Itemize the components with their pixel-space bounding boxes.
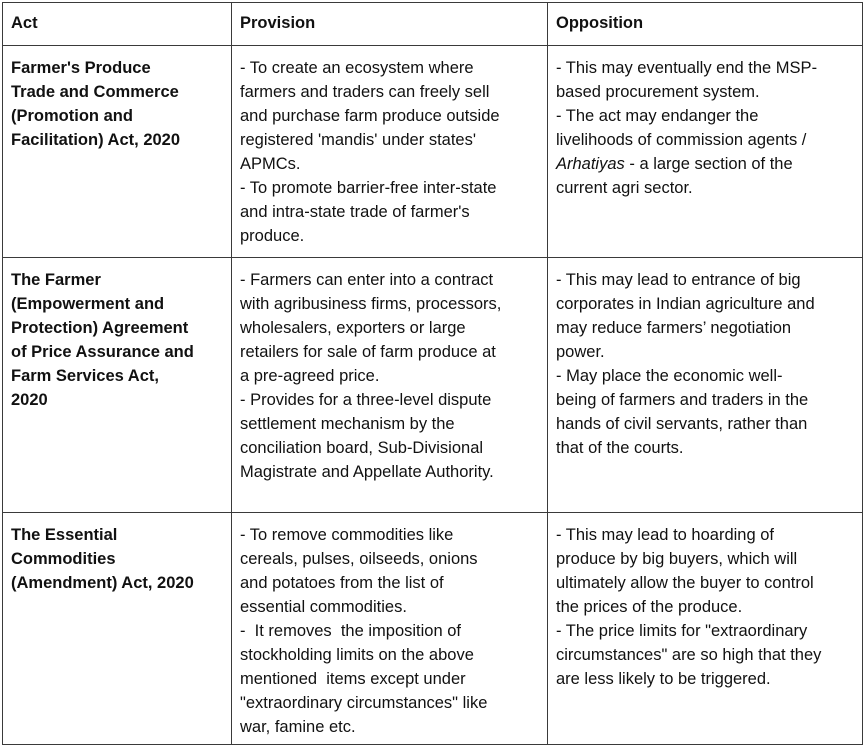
opposition-line: may reduce farmers’ negotiation <box>556 319 792 337</box>
opposition-line: are less likely to be triggered. <box>556 670 771 688</box>
table-row <box>3 46 863 258</box>
provision-line: - To remove commodities like <box>240 526 454 544</box>
provision-line: - To promote barrier-free inter-state <box>240 179 497 197</box>
opposition-line: - This may lead to hoarding of <box>556 526 774 544</box>
act-name-line: of Price Assurance and <box>11 343 194 361</box>
opposition-line: corporates in Indian agriculture and <box>556 295 815 313</box>
opposition-line: based procurement system. <box>556 83 760 101</box>
provision-line: produce. <box>240 227 305 245</box>
opposition-cell <box>548 46 863 258</box>
provision-line: "extraordinary circumstances" like <box>240 694 488 712</box>
header-row <box>3 3 863 46</box>
provision-line: and intra-state trade of farmer's <box>240 203 470 221</box>
provision-line: - It removes the imposition of <box>240 622 462 640</box>
table-row <box>3 258 863 513</box>
provision-line: retailers for sale of farm produce at <box>240 343 496 361</box>
opposition-line: - May place the economic well- <box>556 367 783 385</box>
provision-line: settlement mechanism by the <box>240 415 455 433</box>
header-provision: Provision <box>232 3 548 46</box>
act-name-line: (Promotion and <box>11 107 133 125</box>
opposition-line: - The price limits for "extraordinary <box>556 622 808 640</box>
opposition-cell <box>548 258 863 513</box>
opposition-line: ultimately allow the buyer to control <box>556 574 814 592</box>
opposition-line: that of the courts. <box>556 439 684 457</box>
provision-line: - Provides for a three-level dispute <box>240 391 492 409</box>
farm-acts-table <box>2 2 863 745</box>
provision-line: - Farmers can enter into a contract <box>240 271 494 289</box>
opposition-line: - The act may endanger the <box>556 107 759 125</box>
provision-line: conciliation board, Sub-Divisional <box>240 439 484 457</box>
opposition-line: - This may lead to entrance of big <box>556 271 801 289</box>
act-name-line: Facilitation) Act, 2020 <box>11 131 181 149</box>
provision-line: and potatoes from the list of <box>240 574 444 592</box>
provision-cell <box>232 46 548 258</box>
opposition-line: produce by big buyers, which will <box>556 550 798 568</box>
act-name-line: Farmer's Produce <box>11 59 151 77</box>
act-name-line: (Empowerment and <box>11 295 165 313</box>
opposition-line: being of farmers and traders in the <box>556 391 809 409</box>
act-name-line: (Amendment) Act, 2020 <box>11 574 194 592</box>
opposition-line-rest: - a large section of the <box>624 155 793 173</box>
opposition-line: the prices of the produce. <box>556 598 743 616</box>
act-name-line: Trade and Commerce <box>11 83 179 101</box>
provision-cell <box>232 513 548 745</box>
provision-line: mentioned items except under <box>240 670 466 688</box>
provision-line: war, famine etc. <box>240 718 356 736</box>
act-name-line: The Farmer <box>11 271 101 289</box>
act-name-cell <box>3 46 232 258</box>
header-opposition: Opposition <box>548 3 863 46</box>
provision-line: registered 'mandis' under states' <box>240 131 476 149</box>
provision-line: stockholding limits on the above <box>240 646 474 664</box>
provision-line: wholesalers, exporters or large <box>240 319 466 337</box>
opposition-line: livelihoods of commission agents / <box>556 131 807 149</box>
act-name-line: The Essential <box>11 526 118 544</box>
opposition-cell <box>548 513 863 745</box>
opposition-line: current agri sector. <box>556 179 693 197</box>
opposition-line: - This may eventually end the MSP- <box>556 59 818 77</box>
provision-line: a pre-agreed price. <box>240 367 380 385</box>
provision-line: - To create an ecosystem where <box>240 59 474 77</box>
provision-line: Magistrate and Appellate Authority. <box>240 463 494 481</box>
provision-line: essential commodities. <box>240 598 407 616</box>
header-act: Act <box>3 3 232 46</box>
act-name-cell <box>3 513 232 745</box>
provision-line: and purchase farm produce outside <box>240 107 500 125</box>
act-name-line: Farm Services Act, <box>11 367 159 385</box>
act-name-line: 2020 <box>11 391 48 409</box>
provision-line: farmers and traders can freely sell <box>240 83 490 101</box>
opposition-line: hands of civil servants, rather than <box>556 415 808 433</box>
provision-line: cereals, pulses, oilseeds, onions <box>240 550 478 568</box>
opposition-line <box>556 152 854 176</box>
provision-line: with agribusiness firms, processors, <box>240 295 502 313</box>
act-name-cell <box>3 258 232 513</box>
table-row <box>3 513 863 745</box>
act-name-line: Protection) Agreement <box>11 319 189 337</box>
provision-cell <box>232 258 548 513</box>
act-name-line: Commodities <box>11 550 116 568</box>
opposition-line: circumstances" are so high that they <box>556 646 822 664</box>
opposition-line: power. <box>556 343 605 361</box>
provision-line: APMCs. <box>240 155 301 173</box>
arhatiyas-term: Arhatiyas <box>556 155 625 173</box>
